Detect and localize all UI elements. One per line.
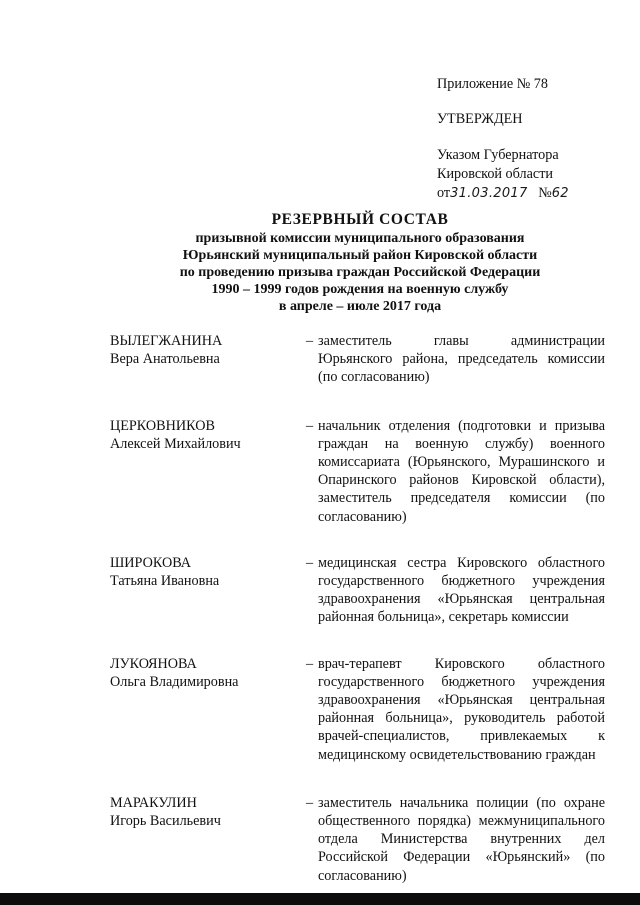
member-dash: –: [306, 417, 314, 434]
member-role: начальник отделения (подготовки и призыва граждан на военную службу) военного комиссариата (Юрьянского, Мурашинского и Опаринского районов Кировской области), заместитель председателя комиссии (по согласованию): [318, 417, 605, 525]
member-surname: ЦЕРКОВНИКОВ: [110, 417, 215, 434]
member-dash: –: [306, 655, 314, 672]
member-entry: [110, 794, 605, 885]
member-given-name: Ольга Владимировна: [110, 673, 239, 690]
handwritten-number: 62: [551, 186, 569, 201]
heading-line: по проведению призыва граждан Российской Федерации: [179, 265, 541, 280]
member-entry: [110, 332, 605, 387]
member-dash: –: [306, 794, 314, 811]
member-person: [110, 332, 306, 368]
heading-line: Юрьянский муниципальный район Кировской области: [182, 248, 538, 263]
member-role: заместитель главы администрации Юрьянского района, председатель комиссии (по согласованию): [318, 333, 605, 386]
decree-line-1: Указом Губернатора: [437, 147, 559, 163]
member-surname: ВЫЛЕГЖАНИНА: [110, 333, 223, 349]
heading-line: 1990 – 1999 годов рождения на военную службу: [211, 282, 509, 297]
member-surname: ШИРОКОВА: [110, 554, 192, 571]
decree-line-2: Кировской области: [437, 166, 553, 182]
heading-line: в апреле – июле 2017 года: [278, 299, 442, 314]
appendix-number: Приложение № 78: [437, 76, 548, 92]
member-entry: [110, 417, 605, 526]
approved-label: УТВЕРЖДЕН: [437, 111, 523, 127]
member-person: [110, 417, 306, 453]
member-role: врач-терапевт Кировского областного государственного бюджетного учреждения здравоохранения «Юрьянская центральная районная больница», руководитель работой врачей-специалистов, привлекаемых к медицинскому освидетельствованию граждан: [318, 655, 605, 763]
member-person: [110, 794, 306, 830]
member-surname: ЛУКОЯНОВА: [110, 655, 197, 672]
member-person: [110, 554, 306, 590]
document-heading: [100, 210, 620, 315]
number-prefix: №: [538, 185, 552, 201]
member-given-name: Татьяна Ивановна: [110, 573, 220, 590]
member-person: [110, 655, 306, 691]
heading-line: призывной комиссии муниципального образования: [195, 231, 525, 246]
member-given-name: Вера Анатольевна: [110, 351, 220, 368]
member-given-name: Алексей Михайлович: [110, 435, 241, 452]
member-dash: –: [306, 333, 314, 349]
member-entry: [110, 554, 605, 627]
document-title: РЕЗЕРВНЫЙ СОСТАВ: [271, 211, 449, 228]
approval-block: [437, 75, 627, 203]
decree-date-line: [437, 184, 627, 203]
member-given-name: Игорь Васильевич: [110, 813, 221, 830]
members-list: [110, 332, 605, 885]
member-surname: МАРАКУЛИН: [110, 794, 197, 811]
member-role: заместитель начальника полиции (по охране общественного порядка) межмуниципального отдела Министерства внутренних дел Российской Федерации «Юрьянский» (по согласованию): [318, 794, 605, 884]
handwritten-date: 31.03.2017: [450, 186, 528, 201]
member-dash: –: [306, 554, 314, 571]
date-prefix: от: [437, 185, 451, 201]
scan-edge-bar: [0, 893, 640, 905]
member-role: медицинская сестра Кировского областного государственного бюджетного учреждения здравоохранения «Юрьянская центральная районная больница», секретарь комиссии: [318, 554, 605, 626]
member-entry: [110, 655, 605, 764]
